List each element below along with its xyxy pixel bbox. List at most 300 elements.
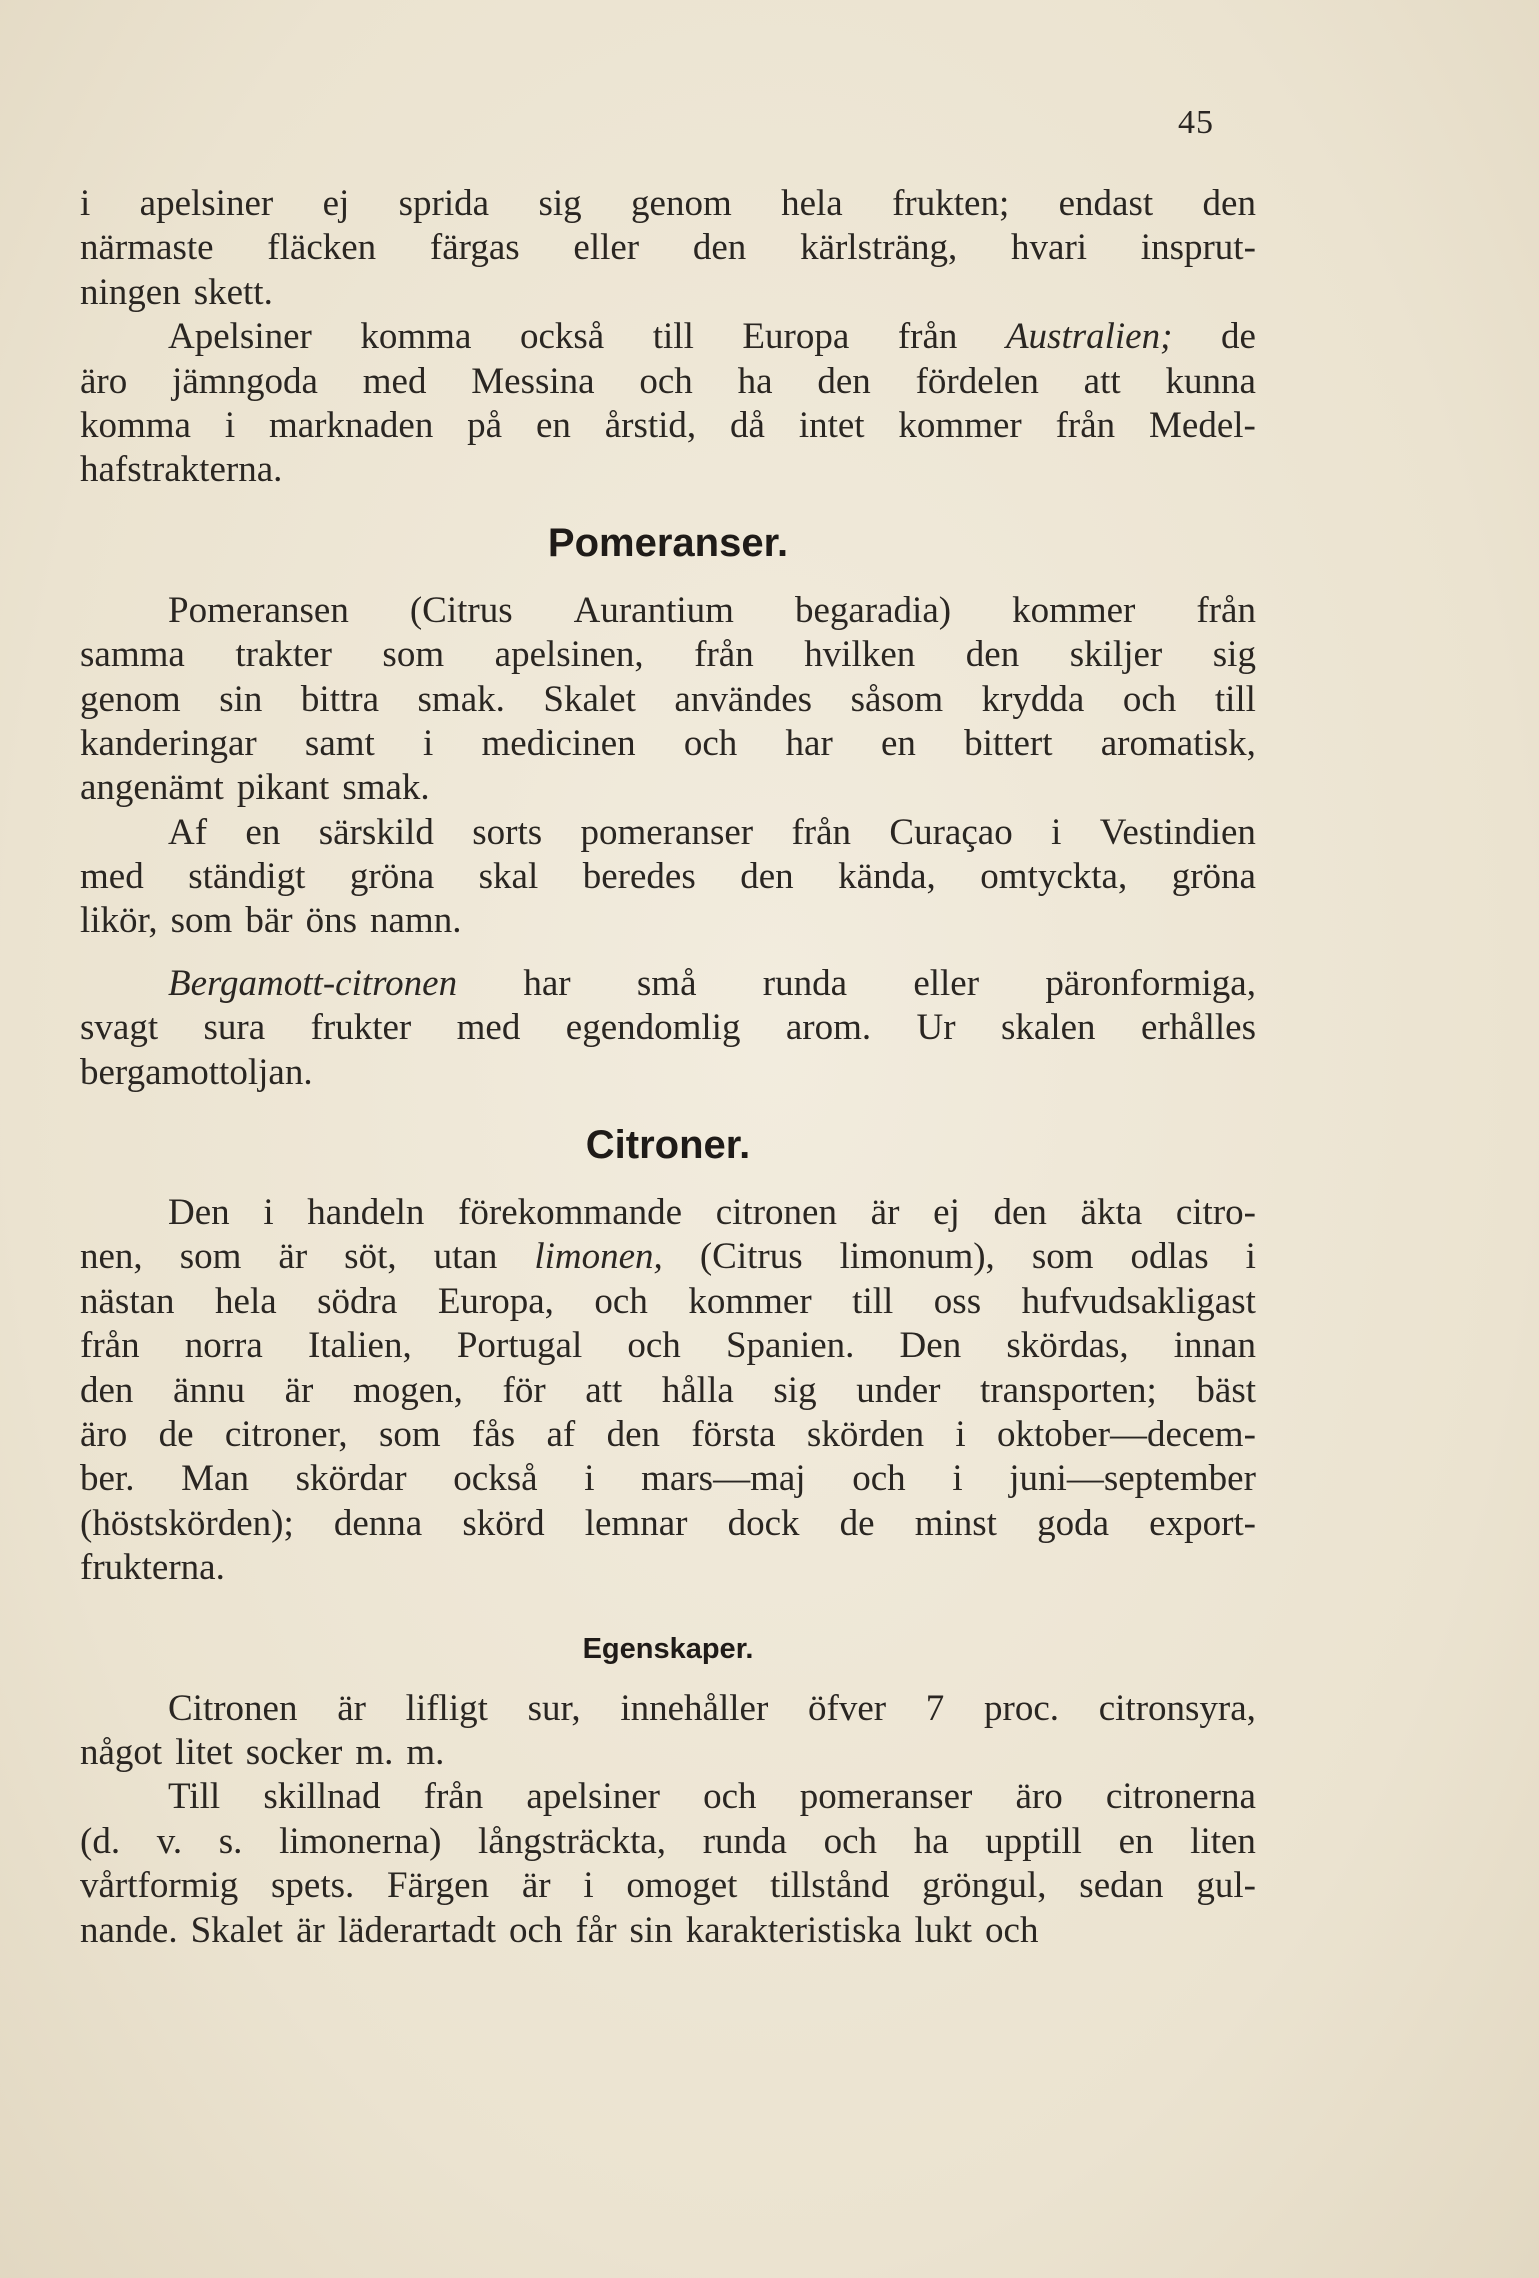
word: vårtformig	[80, 1865, 239, 1907]
word: och	[594, 1280, 648, 1322]
word: en	[245, 811, 281, 853]
paragraph	[80, 589, 1256, 811]
word: sin	[629, 1909, 673, 1951]
word: då	[730, 404, 765, 446]
text-line	[80, 1051, 1256, 1095]
text-line	[80, 448, 1256, 492]
word: sprida	[398, 183, 490, 224]
word: trakter	[235, 634, 332, 676]
word: sedan	[1079, 1865, 1164, 1907]
word: äkta	[1080, 1192, 1143, 1234]
text-line	[80, 722, 1256, 766]
word: från	[791, 811, 852, 853]
word: till	[652, 316, 694, 358]
word: den	[80, 1369, 134, 1411]
text-line	[80, 1235, 1256, 1279]
word: nande.	[80, 1909, 178, 1951]
word: svagt	[80, 1007, 159, 1049]
word: Vestindien	[1099, 811, 1256, 853]
text-line	[80, 404, 1256, 448]
word: Europa	[742, 316, 850, 358]
word: till	[852, 1280, 894, 1322]
word: bäst	[1196, 1369, 1256, 1411]
word: endast	[1058, 183, 1154, 224]
word: runda	[702, 1820, 787, 1862]
word: kommer	[688, 1280, 812, 1322]
word: smak.	[417, 678, 505, 720]
text-line	[80, 1324, 1256, 1368]
word: goda	[1037, 1502, 1110, 1544]
word: apelsiner	[526, 1776, 660, 1818]
word: sig	[538, 183, 582, 224]
word: med	[80, 856, 144, 898]
word: Europa,	[437, 1280, 554, 1322]
word: särskild	[318, 811, 434, 853]
text-line	[80, 1369, 1256, 1413]
word: kärlsträng,	[800, 227, 958, 269]
word: får	[575, 1909, 617, 1951]
word: norra	[184, 1325, 263, 1367]
section-heading: Citroner.	[585, 1123, 751, 1168]
word: skillnad	[263, 1776, 381, 1818]
word: sig	[1212, 634, 1256, 676]
word: också	[519, 316, 605, 358]
paragraph	[80, 811, 1256, 944]
text-line	[80, 271, 1256, 315]
text-line	[80, 1909, 1256, 1953]
word: citronsyra,	[1098, 1687, 1256, 1729]
word: skörd	[462, 1502, 545, 1544]
text-line	[80, 678, 1256, 722]
paragraph	[80, 1191, 1256, 1591]
spacer	[80, 944, 1256, 962]
word: limonen,	[534, 1236, 663, 1278]
word: karakteristiska	[685, 1909, 902, 1951]
paragraph	[80, 1775, 1256, 1953]
word: förekommande	[458, 1192, 683, 1234]
word: den	[692, 227, 747, 269]
text-line	[80, 1731, 1256, 1775]
text-line	[80, 1006, 1256, 1050]
word: apelsinen,	[494, 634, 644, 676]
word: insprut-	[1140, 227, 1256, 269]
word: som	[1031, 1236, 1094, 1278]
word: hela	[215, 1280, 277, 1322]
word: ber.	[80, 1458, 135, 1500]
word: och	[509, 1909, 563, 1951]
word: har	[523, 962, 571, 1004]
paragraph	[80, 315, 1256, 493]
word: skördar	[295, 1458, 407, 1500]
word: innan	[1173, 1325, 1256, 1367]
word: från	[694, 634, 754, 676]
word: citronen	[715, 1192, 837, 1234]
word: i	[423, 722, 434, 764]
word: pomeranser	[580, 811, 754, 853]
text-line	[80, 589, 1256, 633]
word: läderartadt	[337, 1909, 497, 1951]
word: smak.	[342, 767, 430, 809]
word: skiljer	[1069, 634, 1163, 676]
word: i	[952, 1458, 963, 1500]
word: från	[897, 316, 958, 358]
word: är	[278, 1236, 308, 1278]
word: i	[1245, 1236, 1256, 1278]
word: är	[870, 1192, 900, 1234]
word: Curaçao	[889, 811, 1013, 853]
word: kunna	[1165, 360, 1256, 402]
word: Apelsiner	[168, 316, 312, 358]
word: (Citrus	[699, 1236, 803, 1278]
word: mogen,	[352, 1369, 463, 1411]
text-line	[80, 1864, 1256, 1908]
text-line	[80, 1280, 1256, 1324]
word: oss	[933, 1280, 982, 1322]
word: i	[584, 1458, 595, 1500]
word: komma	[80, 404, 191, 446]
word: Spanien.	[725, 1325, 855, 1367]
word: genom	[80, 678, 181, 720]
word: litet	[175, 1731, 233, 1773]
text-line	[80, 962, 1256, 1006]
word: i	[224, 404, 236, 446]
word: socker	[245, 1731, 343, 1773]
word: genom	[631, 183, 732, 224]
word: Citronen	[168, 1687, 298, 1729]
word: nen,	[80, 1236, 143, 1278]
word: gröngul,	[922, 1865, 1047, 1907]
word: frukterna.	[80, 1547, 225, 1589]
word: v.	[156, 1820, 183, 1862]
word: ej	[322, 183, 350, 224]
word: är	[296, 1909, 325, 1951]
word: Den	[899, 1325, 962, 1367]
word: frukter	[310, 1007, 412, 1049]
word: i	[263, 1192, 274, 1234]
word: (d.	[80, 1820, 121, 1862]
word: som	[382, 634, 445, 676]
word: angenämt	[80, 767, 224, 809]
word: citronerna	[1105, 1776, 1256, 1818]
word: Man	[181, 1458, 249, 1500]
word: närmaste	[80, 227, 214, 269]
word: södra	[317, 1280, 398, 1322]
word: äro	[80, 360, 128, 402]
word: ha	[737, 360, 773, 402]
text-line	[80, 182, 1256, 226]
word: ständigt	[188, 856, 306, 898]
word: upptill	[985, 1820, 1082, 1862]
word: omtyckta,	[980, 856, 1128, 898]
subsection-heading: Egenskaper.	[582, 1632, 754, 1665]
word: mars—maj	[641, 1458, 806, 1500]
word: limonerna)	[279, 1820, 442, 1862]
word: i	[1051, 811, 1062, 853]
word: ningen	[80, 271, 181, 313]
word: aromatisk,	[1100, 722, 1256, 764]
word: äro	[80, 1413, 128, 1455]
word: att	[1083, 360, 1121, 402]
word: fördelen	[915, 360, 1039, 402]
word: Skalet	[190, 1909, 284, 1951]
word: jämngoda	[172, 360, 318, 402]
word: de	[158, 1413, 194, 1455]
word: öns	[305, 900, 357, 942]
word: namn.	[370, 900, 462, 942]
word: 7	[925, 1687, 945, 1729]
word: en	[535, 404, 571, 446]
word: päronformiga,	[1045, 962, 1256, 1004]
text-line	[80, 226, 1256, 270]
word: de	[839, 1502, 875, 1544]
word: från	[80, 1325, 140, 1367]
word: från	[1196, 589, 1256, 631]
word: utan	[433, 1236, 498, 1278]
word: (Citrus	[409, 589, 513, 631]
word: Medel-	[1149, 404, 1256, 446]
word: såsom	[850, 678, 944, 720]
word: skal	[478, 856, 539, 898]
word: Ur	[916, 1007, 956, 1049]
word: Italien,	[307, 1325, 412, 1367]
word: söt,	[344, 1236, 397, 1278]
word: att	[585, 1369, 623, 1411]
word: den	[1202, 183, 1256, 224]
word: krydda	[981, 678, 1085, 720]
word: m.	[406, 1731, 445, 1773]
word: Messina	[471, 360, 595, 402]
word: bär	[245, 900, 293, 942]
word: eller	[573, 227, 640, 269]
word: i	[583, 1865, 594, 1907]
text-line	[80, 1502, 1256, 1546]
word: som	[170, 900, 233, 942]
section-heading: Pomeranser.	[547, 520, 789, 565]
text-line	[80, 899, 1256, 943]
word: eller	[913, 962, 980, 1004]
word: Aurantium	[573, 589, 734, 631]
word: denna	[333, 1502, 423, 1544]
word: under	[856, 1369, 941, 1411]
word: ännu	[173, 1369, 245, 1411]
paragraph	[80, 182, 1256, 315]
word: Skalet	[543, 678, 636, 720]
word: Färgen	[387, 1865, 490, 1907]
word: Australien;	[1005, 316, 1173, 358]
word: hufvudsakligast	[1021, 1280, 1256, 1322]
word: långsträckta,	[478, 1820, 667, 1862]
word: och	[683, 722, 738, 764]
word: är	[337, 1687, 366, 1729]
word: samma	[80, 634, 185, 676]
word: den	[965, 634, 1020, 676]
word: egendomlig	[565, 1007, 741, 1049]
word: s.	[218, 1820, 243, 1862]
word: komma	[360, 316, 472, 358]
word: gröna	[349, 856, 435, 898]
word: intet	[798, 404, 865, 446]
text-line	[80, 811, 1256, 855]
word: sorts	[472, 811, 543, 853]
text-line	[80, 1546, 1256, 1590]
word: sig	[773, 1369, 817, 1411]
word: i	[80, 183, 91, 224]
text-line	[80, 1457, 1256, 1501]
word: färgas	[429, 227, 520, 269]
word: ha	[913, 1820, 949, 1862]
word: kända,	[838, 856, 936, 898]
word: Pomeransen	[168, 589, 349, 631]
word: omoget	[626, 1865, 738, 1907]
text-line	[80, 1191, 1256, 1235]
text-line	[80, 633, 1256, 677]
word: bittert	[964, 722, 1053, 764]
paragraph	[80, 962, 1256, 1095]
word: en	[880, 722, 916, 764]
word: till	[1214, 678, 1256, 720]
word: från	[1055, 404, 1116, 446]
word: och	[703, 1776, 757, 1818]
word: erhålles	[1140, 1007, 1256, 1049]
body-text	[80, 182, 1256, 1953]
word: och	[627, 1325, 681, 1367]
paragraph	[80, 1687, 1256, 1776]
word: den	[606, 1413, 661, 1455]
word: Den	[168, 1192, 230, 1234]
word: och	[852, 1458, 906, 1500]
word: af	[546, 1413, 576, 1455]
word: kommer	[898, 404, 1022, 446]
word: kommer	[1012, 589, 1136, 631]
word: som	[179, 1236, 242, 1278]
word: med	[362, 360, 427, 402]
word: innehåller	[620, 1687, 769, 1729]
word: är	[284, 1369, 314, 1411]
word: och	[985, 1909, 1039, 1951]
word: skett.	[193, 271, 273, 313]
word: handeln	[307, 1192, 425, 1234]
word: arom.	[785, 1007, 872, 1049]
word: med	[456, 1007, 521, 1049]
word: odlas	[1130, 1236, 1209, 1278]
word: öfver	[808, 1687, 887, 1729]
word: beredes	[582, 856, 696, 898]
word: juni—september	[1009, 1458, 1256, 1500]
word: spets.	[271, 1865, 355, 1907]
word: skördas,	[1006, 1325, 1129, 1367]
word: äro	[1015, 1776, 1063, 1818]
word: sura	[203, 1007, 266, 1049]
word: ej	[933, 1192, 960, 1234]
word: de	[1220, 316, 1256, 358]
word: Till	[168, 1776, 221, 1818]
word: begaradia)	[794, 589, 952, 631]
word: lukt	[914, 1909, 973, 1951]
word: lifligt	[405, 1687, 488, 1729]
text-line	[80, 1820, 1256, 1864]
word: små	[636, 962, 697, 1004]
word: skörden	[806, 1413, 925, 1455]
word: hela	[781, 183, 843, 224]
word: har	[785, 722, 833, 764]
word: samt	[304, 722, 375, 764]
word: (höstskörden);	[80, 1502, 294, 1544]
word: runda	[762, 962, 848, 1004]
word: gul-	[1196, 1865, 1256, 1907]
word: som	[379, 1413, 441, 1455]
word: också	[453, 1458, 538, 1500]
word: transporten;	[980, 1369, 1157, 1411]
word: lemnar	[584, 1502, 688, 1544]
text-line	[80, 315, 1256, 359]
word: första	[691, 1413, 776, 1455]
word: citroner,	[224, 1413, 348, 1455]
word: apelsiner	[139, 183, 274, 224]
word: medicinen	[481, 722, 636, 764]
word: och	[1122, 678, 1177, 720]
word: hafstrakterna.	[80, 449, 283, 491]
word: för	[502, 1369, 546, 1411]
word: den	[993, 1192, 1047, 1234]
word: tillstånd	[770, 1865, 890, 1907]
word: gröna	[1171, 856, 1256, 898]
word: skalen	[1001, 1007, 1096, 1049]
word: minst	[914, 1502, 997, 1544]
word: är	[521, 1865, 551, 1907]
text-line	[80, 1687, 1256, 1731]
word: fås	[472, 1413, 516, 1455]
word: citro-	[1175, 1192, 1256, 1234]
word: oktober—decem-	[997, 1413, 1256, 1455]
text-line	[80, 855, 1256, 899]
word: pikant	[236, 767, 330, 809]
word: frukten;	[892, 183, 1010, 224]
word: hålla	[661, 1369, 734, 1411]
word: årstid,	[604, 404, 697, 446]
word: och	[639, 360, 693, 402]
word: likör,	[80, 900, 158, 942]
word: m.	[355, 1731, 394, 1773]
word: Bergamott-citronen	[168, 962, 458, 1004]
word: från	[423, 1776, 484, 1818]
word: liten	[1190, 1820, 1256, 1862]
text-line	[80, 1413, 1256, 1457]
word: bittra	[300, 678, 380, 720]
word: sin	[219, 678, 263, 720]
word: nästan	[80, 1280, 175, 1322]
word: Portugal	[456, 1325, 583, 1367]
word: hvilken	[804, 634, 916, 676]
word: och	[823, 1820, 878, 1862]
word: bergamottoljan.	[80, 1051, 313, 1093]
word: fläcken	[267, 227, 377, 269]
word: dock	[727, 1502, 800, 1544]
word: den	[817, 360, 871, 402]
word: kanderingar	[80, 722, 257, 764]
page-number: 45	[1178, 104, 1214, 141]
text-line	[80, 766, 1256, 810]
word: användes	[674, 678, 813, 720]
word: den	[740, 856, 794, 898]
word: sur,	[527, 1687, 581, 1729]
text-line	[80, 360, 1256, 404]
text-line	[80, 1775, 1256, 1819]
word: hvari	[1011, 227, 1088, 269]
word: limonum),	[839, 1236, 995, 1278]
word: något	[80, 1731, 163, 1773]
word: på	[467, 404, 503, 446]
word: pomeranser	[799, 1776, 973, 1818]
